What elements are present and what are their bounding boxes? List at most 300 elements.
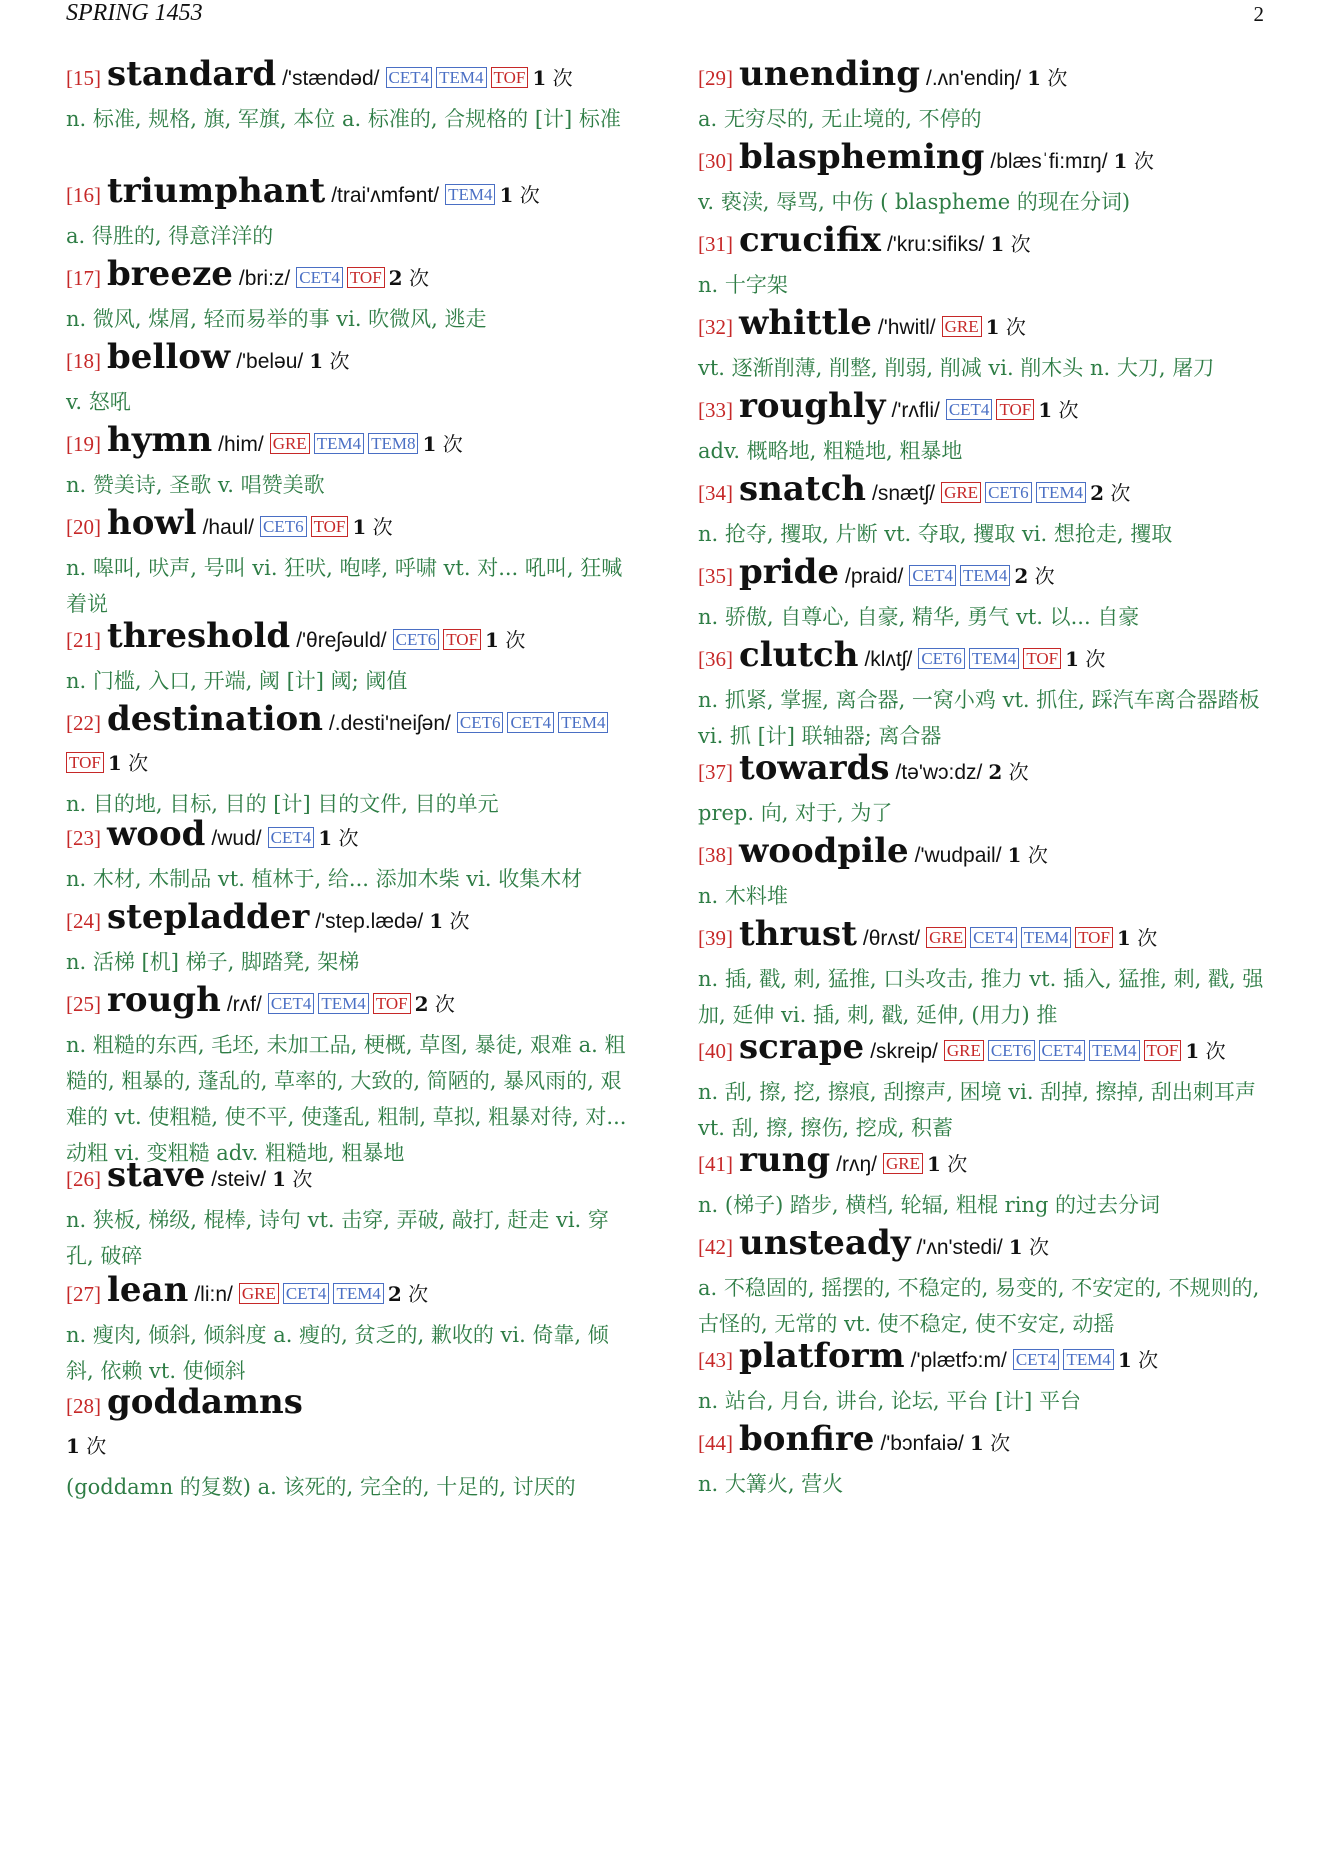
headword: whittle <box>739 303 872 343</box>
headword-line <box>698 470 1268 514</box>
headword-line <box>66 815 636 859</box>
entry-number: [40] <box>698 1039 733 1063</box>
exam-tag: TOF <box>1023 648 1061 669</box>
definition: prep. 向, 对于, 为了 <box>698 801 893 825</box>
exam-tag: CET6 <box>988 1040 1035 1061</box>
definition: n. 木材, 木制品 vt. 植林于, 给... 添加木柴 vi. 收集木材 <box>66 867 583 891</box>
pronunciation: /wud/ <box>211 827 262 850</box>
pronunciation: /'step.lædə/ <box>315 910 424 933</box>
exam-tag: CET4 <box>970 927 1017 948</box>
exam-tag: TEM4 <box>314 433 364 454</box>
headword: breeze <box>107 254 233 294</box>
page-number: 2 <box>1253 2 1264 26</box>
entry-number: [34] <box>698 481 733 505</box>
entry-number: [25] <box>66 992 101 1016</box>
exam-tag: TOF <box>443 629 481 650</box>
entry-number: [22] <box>66 711 101 735</box>
exam-tag: CET6 <box>393 629 440 650</box>
definition: a. 得胜的, 得意洋洋的 <box>66 224 274 248</box>
vocab-entry <box>698 138 1268 220</box>
count-unit: 次 <box>128 751 149 775</box>
exam-tag: GRE <box>944 1040 984 1061</box>
occurrence-count <box>990 232 1030 256</box>
exam-tag: TEM4 <box>333 1283 383 1304</box>
pronunciation: /'rʌfli/ <box>891 399 940 422</box>
count-unit: 次 <box>1029 1235 1049 1259</box>
pronunciation: /θrʌst/ <box>862 927 921 950</box>
headword: platform <box>739 1336 905 1376</box>
headword-line <box>66 1156 636 1200</box>
definition: n. 木料堆 <box>698 884 788 908</box>
headword: wood <box>107 814 206 854</box>
count-value: 1 <box>422 432 437 456</box>
count-value: 1 <box>318 826 333 850</box>
exam-tag: CET4 <box>268 993 315 1014</box>
exam-tag: TEM8 <box>368 433 418 454</box>
definition: n. 瘦肉, 倾斜, 倾斜度 a. 瘦的, 贫乏的, 歉收的 vi. 倚靠, 倾斜, 依赖 vt. 使倾斜 <box>66 1323 609 1383</box>
count-unit: 次 <box>1138 1348 1159 1372</box>
count-unit: 次 <box>1005 315 1026 339</box>
count-unit: 次 <box>990 1431 1011 1455</box>
pronunciation: /.ʌn'endiŋ/ <box>925 67 1022 90</box>
definition: n. 嗥叫, 吠声, 号叫 vi. 狂吠, 咆哮, 呼啸 vt. 对... 吼叫, 狂喊着说 <box>66 556 623 616</box>
exam-tag: CET6 <box>260 516 307 537</box>
entry-number: [29] <box>698 66 733 90</box>
definition: a. 不稳固的, 摇摆的, 不稳定的, 易变的, 不安定的, 不规则的, 古怪的, 无常的 vt. 使不稳定, 使不安定, 动摇 <box>698 1276 1260 1336</box>
headword-line <box>698 1420 1268 1464</box>
count-unit: 次 <box>1137 926 1158 950</box>
count-unit: 次 <box>372 515 393 539</box>
exam-tag: CET6 <box>918 648 965 669</box>
pronunciation: /'plætfɔ:m/ <box>910 1349 1007 1372</box>
exam-tag: TEM4 <box>969 648 1019 669</box>
exam-tag: CET4 <box>1039 1040 1086 1061</box>
vocab-entry <box>66 172 636 254</box>
occurrence-count <box>1185 1039 1225 1063</box>
exam-tag: TOF <box>1075 927 1113 948</box>
pronunciation: /praid/ <box>845 565 904 588</box>
occurrence-count <box>388 1282 428 1306</box>
headword-line <box>698 1224 1268 1268</box>
count-value: 1 <box>1185 1039 1200 1063</box>
count-value: 1 <box>499 183 514 207</box>
headword: howl <box>107 503 197 543</box>
exam-tag: CET4 <box>296 267 343 288</box>
headword-line <box>66 898 636 942</box>
vocab-entry <box>698 1028 1268 1146</box>
entry-number: [37] <box>698 760 733 784</box>
definition: n. 十字架 <box>698 273 788 297</box>
headword: destination <box>107 699 323 739</box>
pronunciation: /steiv/ <box>211 1168 267 1191</box>
count-unit: 次 <box>1133 149 1154 173</box>
vocab-entry <box>698 553 1268 635</box>
occurrence-count <box>66 1434 106 1458</box>
headword-line <box>698 221 1268 265</box>
headword-line <box>66 421 636 465</box>
occurrence-count <box>389 266 429 290</box>
headword: bellow <box>107 337 231 377</box>
count-unit: 次 <box>1085 647 1106 671</box>
pronunciation: /'θreʃəuld/ <box>296 629 387 652</box>
vocab-entry <box>698 1141 1268 1223</box>
count-value: 1 <box>532 66 547 90</box>
occurrence-count <box>1118 1348 1158 1372</box>
headword-line <box>66 255 636 299</box>
count-unit: 次 <box>1010 232 1031 256</box>
count-unit: 次 <box>408 266 429 290</box>
pronunciation: /'hwitl/ <box>877 316 936 339</box>
definition: n. 活梯 [机] 梯子, 脚踏凳, 架梯 <box>66 950 360 974</box>
vocab-entry <box>66 255 636 337</box>
entry-number: [20] <box>66 515 101 539</box>
exam-tag: TOF <box>373 993 411 1014</box>
definition: n. 狭板, 梯级, 棍棒, 诗句 vt. 击穿, 弄破, 敲打, 赶走 vi. 穿孔, 破碎 <box>66 1208 609 1268</box>
headword-line <box>66 504 636 548</box>
vocab-entry <box>698 915 1268 1033</box>
exam-tag: CET4 <box>386 67 433 88</box>
definition: n. 门槛, 入口, 开端, 阈 [计] 阈; 阈值 <box>66 669 408 693</box>
vocab-entry <box>698 832 1268 914</box>
occurrence-count <box>352 515 392 539</box>
count-value: 1 <box>1038 398 1053 422</box>
vocab-entry <box>698 304 1268 386</box>
exam-tag: TEM4 <box>558 712 608 733</box>
pronunciation: /'kru:sifiks/ <box>886 233 985 256</box>
entry-number: [43] <box>698 1348 733 1372</box>
vocab-entry <box>66 700 636 822</box>
occurrence-count <box>1008 843 1048 867</box>
count-unit: 次 <box>1034 564 1055 588</box>
occurrence-count <box>415 992 455 1016</box>
exam-tag: TOF <box>996 399 1034 420</box>
entry-number: [28] <box>66 1394 101 1418</box>
exam-tag: TOF <box>66 752 104 773</box>
pronunciation: /klʌtʃ/ <box>864 648 913 671</box>
headword: unending <box>739 54 920 94</box>
count-value: 2 <box>414 992 429 1016</box>
entry-number: [33] <box>698 398 733 422</box>
definition: (goddamn 的复数) a. 该死的, 完全的, 十足的, 讨厌的 <box>66 1475 576 1499</box>
occurrence-count <box>309 349 349 373</box>
definition: a. 无穷尽的, 无止境的, 不停的 <box>698 107 982 131</box>
headword-line <box>698 832 1268 876</box>
exam-tag: TEM4 <box>1021 927 1071 948</box>
entry-number: [31] <box>698 232 733 256</box>
occurrence-count <box>970 1431 1010 1455</box>
headword: crucifix <box>739 220 881 260</box>
headword-line <box>698 553 1268 597</box>
occurrence-count <box>988 760 1028 784</box>
exam-tag: CET4 <box>946 399 993 420</box>
headword: goddamns <box>107 1382 303 1422</box>
vocab-entry <box>66 1156 636 1274</box>
definition: n. 插, 戳, 刺, 猛推, 口头攻击, 推力 vt. 插入, 猛推, 刺, 戳, 强加, 延伸 vi. 插, 刺, 戳, 延伸, (用力) 推 <box>698 967 1264 1027</box>
headword: hymn <box>107 420 213 460</box>
definition: n. 抓紧, 掌握, 离合器, 一窝小鸡 vt. 抓住, 踩汽车离合器踏板 vi. 抓 [计] 联轴器; 离合器 <box>698 688 1260 748</box>
occurrence-count <box>1065 647 1105 671</box>
vocab-entry <box>698 221 1268 303</box>
entry-number: [35] <box>698 564 733 588</box>
pronunciation: /tə'wɔ:dz/ <box>895 761 983 784</box>
running-header-title: SPRING 1453 <box>66 0 203 26</box>
count-unit: 次 <box>434 992 455 1016</box>
pronunciation: /rʌŋ/ <box>836 1153 877 1176</box>
pronunciation: /snætʃ/ <box>872 482 936 505</box>
occurrence-count <box>532 66 572 90</box>
exam-tag: CET4 <box>268 827 315 848</box>
exam-tag: TOF <box>347 267 385 288</box>
exam-tag: CET4 <box>283 1283 330 1304</box>
headword: blaspheming <box>739 137 985 177</box>
headword: threshold <box>107 616 291 656</box>
entry-number: [32] <box>698 315 733 339</box>
headword: snatch <box>739 469 867 509</box>
count-value: 1 <box>272 1167 287 1191</box>
definition: n. 微风, 煤屑, 轻而易举的事 vi. 吹微风, 逃走 <box>66 307 487 331</box>
count-unit: 次 <box>1058 398 1079 422</box>
vocab-entry <box>698 636 1268 754</box>
entry-number: [18] <box>66 349 101 373</box>
count-unit: 次 <box>442 432 463 456</box>
definition: n. 大篝火, 营火 <box>698 1472 844 1496</box>
occurrence-count <box>1027 66 1067 90</box>
exam-tag: TEM4 <box>1036 482 1086 503</box>
count-value: 1 <box>1008 1235 1023 1259</box>
headword: rough <box>107 980 221 1020</box>
headword-line <box>698 636 1268 680</box>
count-value: 1 <box>990 232 1005 256</box>
headword: rung <box>739 1140 831 1180</box>
vocab-entry <box>698 387 1268 469</box>
headword: bonfire <box>739 1419 875 1459</box>
headword-line <box>66 55 636 99</box>
definition: v. 亵渎, 辱骂, 中伤 ( blaspheme 的现在分词) <box>698 190 1131 214</box>
headword-line <box>698 304 1268 348</box>
entry-number: [30] <box>698 149 733 173</box>
occurrence-count <box>1038 398 1078 422</box>
exam-tag: CET4 <box>507 712 554 733</box>
occurrence-count <box>1014 564 1054 588</box>
pronunciation: /li:n/ <box>194 1283 233 1306</box>
count-value: 2 <box>388 266 403 290</box>
occurrence-count <box>318 826 358 850</box>
headword-line <box>698 55 1268 99</box>
exam-tag: GRE <box>942 316 982 337</box>
pronunciation: /trai'ʌmfənt/ <box>331 184 440 207</box>
headword-line <box>66 981 636 1025</box>
pronunciation: /'stændəd/ <box>282 67 380 90</box>
exam-tag: TOF <box>311 516 349 537</box>
pronunciation: /skreip/ <box>870 1040 938 1063</box>
count-value: 1 <box>1116 926 1131 950</box>
count-value: 2 <box>1014 564 1029 588</box>
count-value: 1 <box>1113 149 1128 173</box>
vocab-entry <box>66 338 636 420</box>
count-unit: 次 <box>329 349 350 373</box>
headword: stave <box>107 1155 206 1195</box>
occurrence-count <box>429 909 469 933</box>
count-value: 1 <box>107 751 122 775</box>
definition: n. 骄傲, 自尊心, 自豪, 精华, 勇气 vt. 以... 自豪 <box>698 605 1140 629</box>
count-unit: 次 <box>1110 481 1131 505</box>
vocab-entry <box>66 815 636 897</box>
definition: n. 标准, 规格, 旗, 军旗, 本位 a. 标准的, 合规格的 [计] 标准 <box>66 107 621 131</box>
count-unit: 次 <box>86 1434 107 1458</box>
count-value: 1 <box>309 349 324 373</box>
count-unit: 次 <box>519 183 540 207</box>
pronunciation: /blæsˈfi:mɪŋ/ <box>990 150 1108 173</box>
count-value: 1 <box>969 1431 984 1455</box>
headword: scrape <box>739 1027 865 1067</box>
count-value: 1 <box>352 515 367 539</box>
exam-tag: TEM4 <box>960 565 1010 586</box>
headword-line <box>66 172 636 216</box>
pronunciation: /.desti'neiʃən/ <box>328 712 451 735</box>
headword: thrust <box>739 914 857 954</box>
vocab-entry <box>66 421 636 503</box>
count-unit: 次 <box>449 909 470 933</box>
definition: n. (梯子) 踏步, 横档, 轮辐, 粗棍 ring 的过去分词 <box>698 1193 1161 1217</box>
exam-tag: TEM4 <box>1063 1349 1113 1370</box>
headword: towards <box>739 748 890 788</box>
vocab-entry <box>66 55 636 137</box>
occurrence-count <box>108 751 148 775</box>
entry-number: [19] <box>66 432 101 456</box>
definition: vt. 逐渐削薄, 削整, 削弱, 削减 vi. 削木头 n. 大刀, 屠刀 <box>698 356 1215 380</box>
count-unit: 次 <box>408 1282 429 1306</box>
entry-number: [39] <box>698 926 733 950</box>
definition: n. 粗糙的东西, 毛坯, 未加工品, 梗概, 草图, 暴徒, 艰难 a. 粗糙的, 粗暴的, 蓬乱的, 草率的, 大致的, 简陋的, 暴风雨的, 艰难的 vt. 使粗糙, 使不平, 使蓬乱, 粗制, 草拟, 粗暴对待, 对... 动粗 vi. 变粗糙 adv. 粗糙地, 粗暴地 <box>66 1033 627 1165</box>
headword: pride <box>739 552 840 592</box>
definition: n. 抢夺, 攫取, 片断 vt. 夺取, 攫取 vi. 想抢走, 攫取 <box>698 522 1173 546</box>
definition: v. 怒吼 <box>66 390 131 414</box>
headword: woodpile <box>739 831 909 871</box>
count-value: 1 <box>1065 647 1080 671</box>
count-value: 1 <box>985 315 1000 339</box>
headword-line <box>698 915 1268 959</box>
entry-number: [23] <box>66 826 101 850</box>
headword-line <box>66 1383 636 1467</box>
pronunciation: /'ʌn'stedi/ <box>916 1236 1003 1259</box>
occurrence-count <box>1090 481 1130 505</box>
count-unit: 次 <box>947 1152 968 1176</box>
exam-tag: TEM4 <box>445 184 495 205</box>
entry-number: [15] <box>66 66 101 90</box>
exam-tag: TOF <box>491 67 529 88</box>
count-value: 1 <box>1007 843 1022 867</box>
headword: triumphant <box>107 171 326 211</box>
headword: unsteady <box>739 1223 911 1263</box>
count-unit: 次 <box>292 1167 313 1191</box>
headword-line <box>698 1337 1268 1381</box>
headword-line <box>66 1271 636 1315</box>
exam-tag: GRE <box>239 1283 279 1304</box>
exam-tag: GRE <box>270 433 310 454</box>
headword-line <box>66 617 636 661</box>
vocab-entry <box>66 617 636 699</box>
definition: n. 目的地, 目标, 目的 [计] 目的文件, 目的单元 <box>66 792 499 816</box>
exam-tag: TEM4 <box>1089 1040 1139 1061</box>
entry-number: [38] <box>698 843 733 867</box>
exam-tag: GRE <box>926 927 966 948</box>
headword-line <box>698 1141 1268 1185</box>
entry-number: [17] <box>66 266 101 290</box>
count-value: 1 <box>429 909 444 933</box>
vocab-entry <box>698 55 1268 137</box>
entry-number: [26] <box>66 1167 101 1191</box>
headword-line <box>698 1028 1268 1072</box>
entry-number: [16] <box>66 183 101 207</box>
occurrence-count <box>986 315 1026 339</box>
pronunciation: /bri:z/ <box>238 267 291 290</box>
pronunciation: /him/ <box>218 433 264 456</box>
occurrence-count <box>1114 149 1154 173</box>
vocab-entry <box>66 898 636 980</box>
count-unit: 次 <box>505 628 526 652</box>
exam-tag: CET4 <box>909 565 956 586</box>
vocab-entry <box>698 1224 1268 1342</box>
headword-line <box>698 387 1268 431</box>
headword-line <box>698 749 1268 793</box>
vocab-entry <box>66 504 636 622</box>
pronunciation: /'wudpail/ <box>914 844 1002 867</box>
count-value: 1 <box>485 628 499 652</box>
exam-tag: CET6 <box>457 712 504 733</box>
exam-tag: CET4 <box>1013 1349 1060 1370</box>
count-value: 2 <box>387 1282 402 1306</box>
count-unit: 次 <box>552 66 573 90</box>
vocab-entry <box>66 1271 636 1389</box>
count-unit: 次 <box>1027 843 1048 867</box>
exam-tag: GRE <box>883 1153 923 1174</box>
exam-tag: CET6 <box>985 482 1032 503</box>
entry-number: [41] <box>698 1152 733 1176</box>
definition: n. 站台, 月台, 讲台, 论坛, 平台 [计] 平台 <box>698 1389 1082 1413</box>
count-unit: 次 <box>1205 1039 1226 1063</box>
count-value: 2 <box>1090 481 1104 505</box>
occurrence-count <box>422 432 462 456</box>
headword-line <box>66 338 636 382</box>
vocab-entry <box>698 749 1268 831</box>
exam-tag: TEM4 <box>436 67 486 88</box>
vocab-entry <box>66 981 636 1171</box>
headword-line <box>698 138 1268 182</box>
entry-number: [27] <box>66 1282 101 1306</box>
headword: standard <box>107 54 277 94</box>
pronunciation: /rʌf/ <box>226 993 262 1016</box>
occurrence-count <box>485 628 525 652</box>
pronunciation: /'bɔnfaiə/ <box>880 1432 964 1455</box>
count-unit: 次 <box>1008 760 1029 784</box>
vocab-entry <box>66 1383 636 1505</box>
entry-number: [36] <box>698 647 733 671</box>
entry-number: [24] <box>66 909 101 933</box>
count-value: 1 <box>1027 66 1041 90</box>
vocab-entry <box>698 1420 1268 1502</box>
definition: adv. 概略地, 粗糙地, 粗暴地 <box>698 439 963 463</box>
vocab-entry <box>698 470 1268 552</box>
pronunciation: /'beləu/ <box>236 350 304 373</box>
exam-tag: TOF <box>1144 1040 1182 1061</box>
occurrence-count <box>499 183 539 207</box>
count-value: 2 <box>988 760 1003 784</box>
vocab-entry <box>698 1337 1268 1419</box>
count-unit: 次 <box>338 826 359 850</box>
headword: lean <box>107 1270 189 1310</box>
count-value: 1 <box>1117 1348 1132 1372</box>
count-value: 1 <box>66 1434 80 1458</box>
